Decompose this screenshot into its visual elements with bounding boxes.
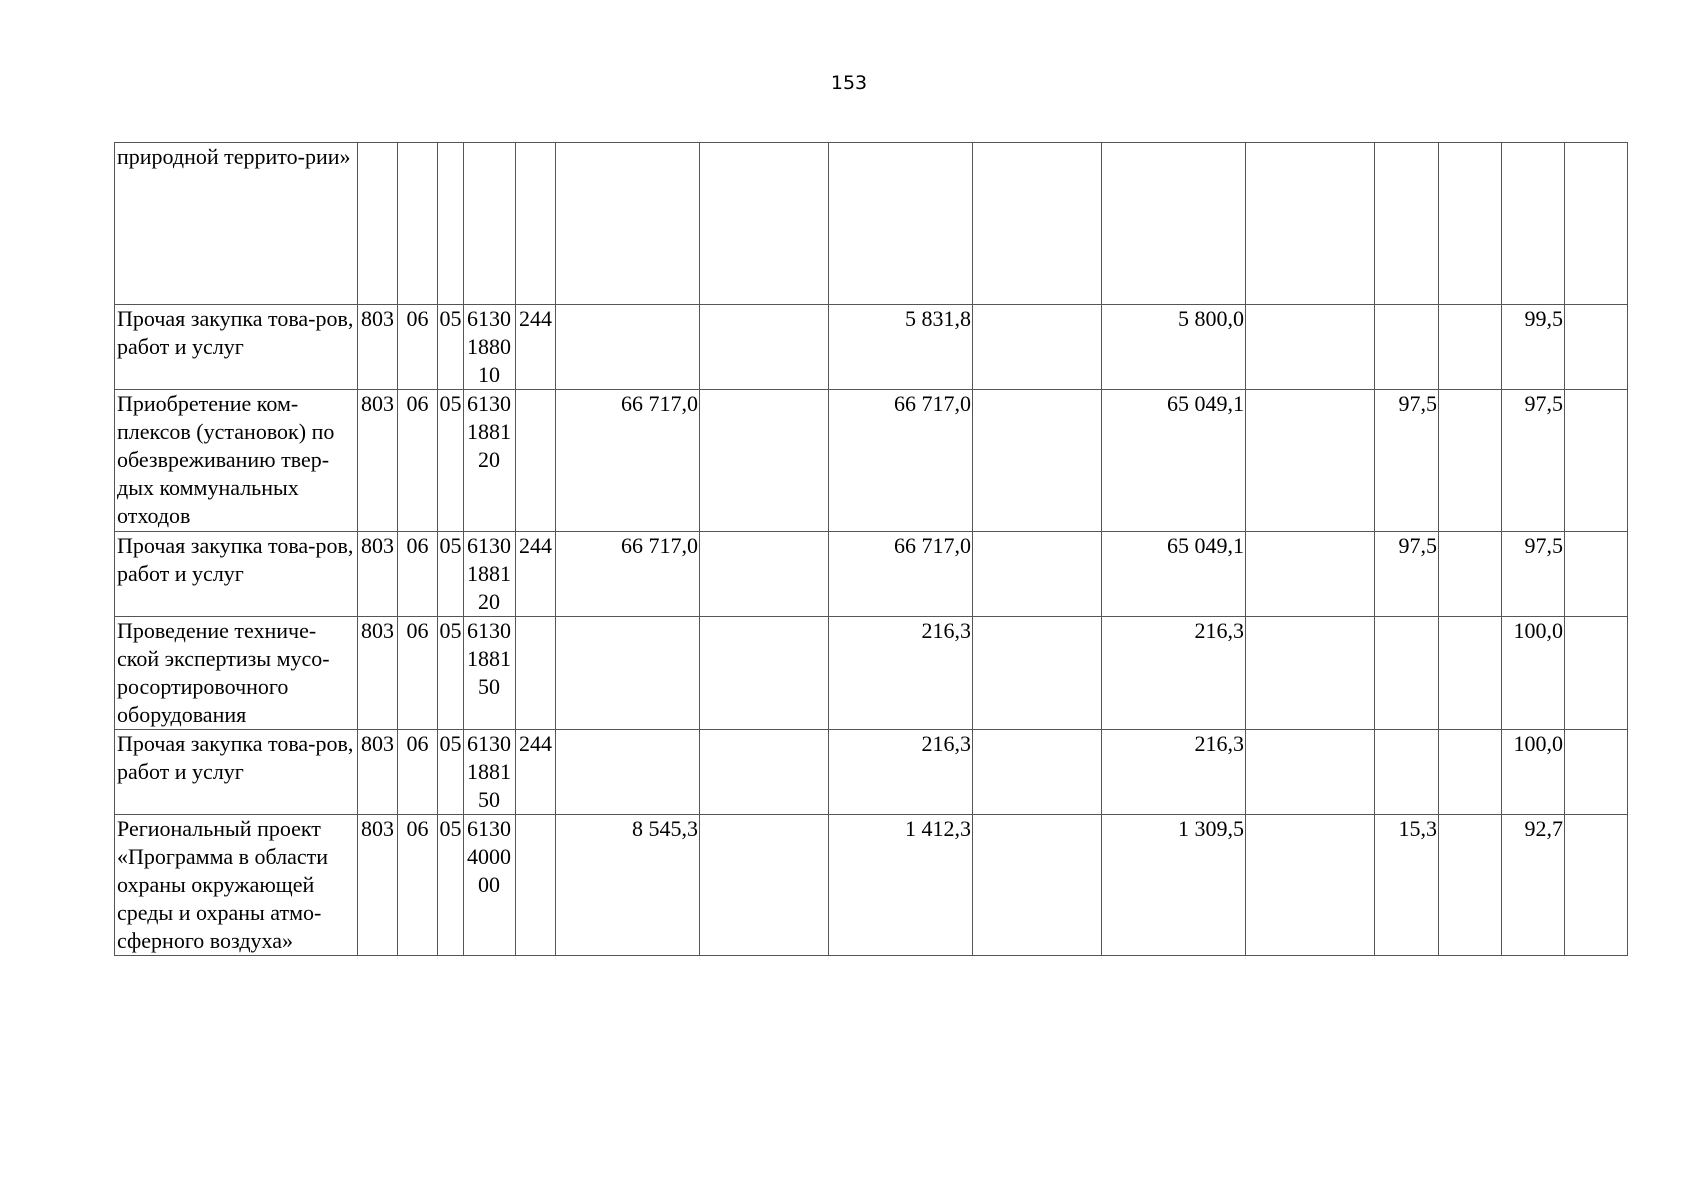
- value-cell: [973, 815, 1102, 956]
- expense-type-code: [516, 390, 556, 532]
- value-cell: [556, 305, 700, 390]
- ved-code: 803: [358, 390, 398, 532]
- row-name: Прочая закупка това-ров, работ и услуг: [115, 305, 358, 390]
- ved-code: 803: [358, 532, 398, 617]
- row-name: Прочая закупка това-ров, работ и услуг: [115, 730, 358, 815]
- value-cell: 66 717,0: [829, 532, 973, 617]
- value-cell: [1565, 730, 1628, 815]
- section-code: 06: [398, 730, 438, 815]
- value-cell: 66 717,0: [829, 390, 973, 532]
- subsection-code: 05: [438, 730, 464, 815]
- value-cell: 5 800,0: [1102, 305, 1246, 390]
- value-cell: [700, 532, 829, 617]
- target-article-code: 6130188150: [464, 730, 516, 815]
- value-cell: [1439, 617, 1502, 730]
- section-code: 06: [398, 305, 438, 390]
- row-name: Приобретение ком-плексов (установок) по обезвреживанию твер-дых коммунальных отходов: [115, 390, 358, 532]
- value-cell: [1565, 390, 1628, 532]
- expense-type-code: [516, 617, 556, 730]
- expense-type-code: 244: [516, 730, 556, 815]
- section-code: 06: [398, 390, 438, 532]
- value-cell: 97,5: [1502, 532, 1565, 617]
- value-cell: [973, 390, 1102, 532]
- value-cell: 1 309,5: [1102, 815, 1246, 956]
- value-cell: 100,0: [1502, 730, 1565, 815]
- value-cell: [1565, 617, 1628, 730]
- page-number: 153: [830, 72, 868, 94]
- value-cell: [1439, 815, 1502, 956]
- value-cell: [1439, 532, 1502, 617]
- value-cell: [556, 730, 700, 815]
- value-cell: [1375, 305, 1439, 390]
- subsection-code: 05: [438, 390, 464, 532]
- table-row: [115, 305, 1628, 390]
- value-cell: [556, 143, 700, 305]
- value-cell: [1439, 390, 1502, 532]
- value-cell: 66 717,0: [556, 390, 700, 532]
- section-code: 06: [398, 532, 438, 617]
- value-cell: [1565, 532, 1628, 617]
- value-cell: [973, 617, 1102, 730]
- target-article-code: 6130188150: [464, 617, 516, 730]
- value-cell: 5 831,8: [829, 305, 973, 390]
- value-cell: 66 717,0: [556, 532, 700, 617]
- value-cell: [700, 617, 829, 730]
- section-code: 06: [398, 617, 438, 730]
- target-article-code: 6130188120: [464, 532, 516, 617]
- ved-code: 803: [358, 305, 398, 390]
- table-row: [115, 815, 1628, 956]
- ved-code: 803: [358, 730, 398, 815]
- value-cell: [973, 305, 1102, 390]
- value-cell: [1246, 390, 1375, 532]
- value-cell: 97,5: [1375, 390, 1439, 532]
- target-article-code: 6130400000: [464, 815, 516, 956]
- value-cell: [1565, 143, 1628, 305]
- value-cell: [1565, 305, 1628, 390]
- value-cell: [1102, 143, 1246, 305]
- table-row: [115, 390, 1628, 532]
- subsection-code: 05: [438, 305, 464, 390]
- ved-code: [358, 143, 398, 305]
- table-row: [115, 143, 1628, 305]
- value-cell: [1502, 143, 1565, 305]
- row-name: Прочая закупка това-ров, работ и услуг: [115, 532, 358, 617]
- value-cell: [829, 143, 973, 305]
- target-article-code: 6130188120: [464, 390, 516, 532]
- value-cell: 216,3: [1102, 617, 1246, 730]
- row-name: природной террито-рии»: [115, 143, 358, 305]
- target-article-code: 6130188010: [464, 305, 516, 390]
- value-cell: [700, 305, 829, 390]
- ved-code: 803: [358, 617, 398, 730]
- value-cell: 97,5: [1502, 390, 1565, 532]
- value-cell: [1375, 617, 1439, 730]
- value-cell: [700, 815, 829, 956]
- expense-type-code: [516, 815, 556, 956]
- section-code: 06: [398, 815, 438, 956]
- value-cell: 216,3: [829, 730, 973, 815]
- table-row: [115, 617, 1628, 730]
- subsection-code: 05: [438, 815, 464, 956]
- value-cell: 15,3: [1375, 815, 1439, 956]
- value-cell: 99,5: [1502, 305, 1565, 390]
- value-cell: [700, 730, 829, 815]
- row-name: Региональный проект «Программа в области охраны окружающей среды и охраны атмо-сферного воздуха»: [115, 815, 358, 956]
- value-cell: [1375, 143, 1439, 305]
- expense-type-code: 244: [516, 305, 556, 390]
- table-row: [115, 730, 1628, 815]
- subsection-code: 05: [438, 532, 464, 617]
- budget-table: [114, 142, 1628, 956]
- value-cell: [973, 532, 1102, 617]
- value-cell: 8 545,3: [556, 815, 700, 956]
- value-cell: [1246, 143, 1375, 305]
- value-cell: [1246, 815, 1375, 956]
- expense-type-code: 244: [516, 532, 556, 617]
- value-cell: [973, 143, 1102, 305]
- expense-type-code: [516, 143, 556, 305]
- value-cell: [1246, 532, 1375, 617]
- target-article-code: [464, 143, 516, 305]
- ved-code: 803: [358, 815, 398, 956]
- value-cell: [1565, 815, 1628, 956]
- value-cell: 65 049,1: [1102, 532, 1246, 617]
- value-cell: [973, 730, 1102, 815]
- value-cell: 1 412,3: [829, 815, 973, 956]
- value-cell: [1375, 730, 1439, 815]
- value-cell: [700, 143, 829, 305]
- subsection-code: [438, 143, 464, 305]
- subsection-code: 05: [438, 617, 464, 730]
- value-cell: [1439, 305, 1502, 390]
- value-cell: [700, 390, 829, 532]
- value-cell: [1439, 143, 1502, 305]
- value-cell: [1246, 305, 1375, 390]
- value-cell: [1246, 730, 1375, 815]
- value-cell: [1439, 730, 1502, 815]
- value-cell: [1246, 617, 1375, 730]
- value-cell: 216,3: [829, 617, 973, 730]
- row-name: Проведение техниче-ской экспертизы мусо-росортировочного оборудования: [115, 617, 358, 730]
- value-cell: 216,3: [1102, 730, 1246, 815]
- value-cell: 65 049,1: [1102, 390, 1246, 532]
- section-code: [398, 143, 438, 305]
- value-cell: 92,7: [1502, 815, 1565, 956]
- value-cell: [556, 617, 700, 730]
- value-cell: 100,0: [1502, 617, 1565, 730]
- value-cell: 97,5: [1375, 532, 1439, 617]
- table-row: [115, 532, 1628, 617]
